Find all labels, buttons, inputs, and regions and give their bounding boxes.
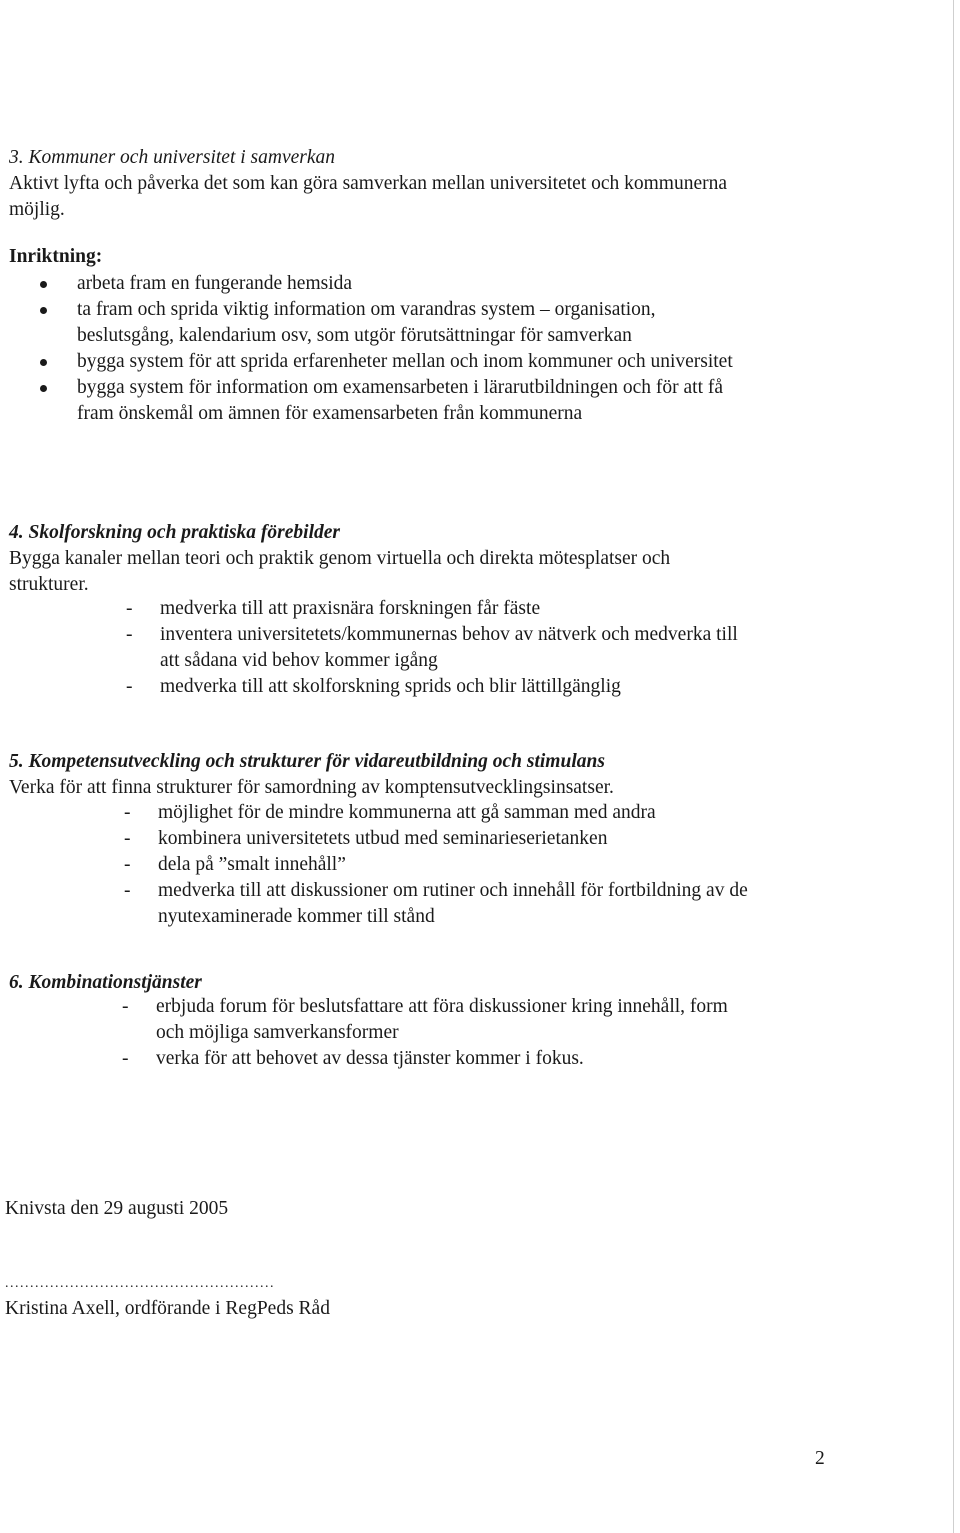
section-3-intro-line-1: Aktivt lyfta och påverka det som kan göra samverkan mellan universitetet och kommunerna [9,173,728,194]
dash-item [124,800,748,826]
dash-icon: - [124,854,131,875]
bullet-text: ta fram och sprida viktig information om varandras system – organisation, [77,299,656,320]
dash-icon: - [124,828,131,849]
dash-item [124,826,748,852]
dash-item-text: medverka till att diskussioner om rutiner och innehåll för fortbildning av de [158,880,748,901]
section-3-number: 3. [9,147,24,168]
dash-item-text-continuation: och möjliga samverkansformer [156,1022,399,1043]
dash-item [122,1046,728,1072]
section-4-heading [9,520,340,546]
bullet-item [77,375,733,427]
dash-item [126,674,738,700]
dash-item-text: verka för att behovet av dessa tjänster kommer i fokus. [156,1048,584,1069]
section-3-focus-label: Inriktning: [9,246,103,267]
page-edge-line [953,0,954,1533]
section-3-title: Kommuner och universitet i samverkan [28,147,336,168]
bullet-text: arbeta fram en fungerande hemsida [77,273,353,294]
bullet-icon [40,385,47,392]
bullet-text-continuation: fram önskemål om ämnen för examensarbeten från kommunerna [77,403,583,424]
section-3-intro-line-2: möjlig. [9,199,65,220]
dash-item [126,596,738,622]
section-5-number: 5. [9,751,24,772]
bullet-icon [40,307,47,314]
dash-item-text: medverka till att praxisnära forskningen får fäste [160,598,541,619]
bullet-icon [40,359,47,366]
bullet-text: bygga system för att sprida erfarenheter mellan och inom kommuner och universitet [77,351,733,372]
bullet-item [77,297,733,349]
bullet-item [77,349,733,375]
dash-icon: - [124,880,131,901]
section-6-dash-list [122,994,728,1072]
dash-icon: - [122,996,129,1017]
section-6-heading [9,970,202,996]
signature-line: ...................................................... [5,1276,275,1291]
section-5-heading [9,749,605,775]
section-4-title: Skolforskning och praktiska förebilder [28,522,340,543]
dash-icon: - [126,598,133,619]
dash-item-text-continuation: nyutexaminerade kommer till stånd [158,906,435,927]
dash-item-text: kombinera universitetets utbud med seminarieserietanken [158,828,608,849]
bullet-text-continuation: beslutsgång, kalendarium osv, som utgör förutsättningar för samverkan [77,325,632,346]
page-number: 2 [815,1448,825,1469]
section-6-number: 6. [9,972,24,993]
place-and-date: Knivsta den 29 augusti 2005 [5,1198,229,1219]
dash-icon: - [126,624,133,645]
section-4-intro-line-1: Bygga kanaler mellan teori och praktik genom virtuella och direkta mötesplatser och [9,548,671,569]
dash-item [124,852,748,878]
dash-item [124,878,748,930]
dash-icon: - [122,1048,129,1069]
signatory-name: Kristina Axell, ordförande i RegPeds Råd [5,1298,330,1319]
section-4-dash-list [126,596,738,700]
section-4-number: 4. [9,522,24,543]
bullet-text: bygga system för information om examensarbeten i lärarutbildningen och för att få [77,377,724,398]
section-3-bullet-list [77,271,733,427]
dash-item-text: medverka till att skolforskning sprids och blir lättillgänglig [160,676,621,697]
dash-item-text: inventera universitetets/kommunernas behov av nätverk och medverka till [160,624,738,645]
section-5-dash-list [124,800,748,930]
section-5-title: Kompetensutveckling och strukturer för vidareutbildning och stimulans [28,751,605,772]
dash-item [122,994,728,1046]
dash-icon: - [124,802,131,823]
dash-item [126,622,738,674]
bullet-item [77,271,733,297]
section-3-heading [9,145,335,171]
section-4-intro-line-2: strukturer. [9,574,89,595]
section-5-intro-line-1: Verka för att finna strukturer för samordning av komptensutvecklingsinsatser. [9,777,614,798]
dash-item-text: dela på ”smalt innehåll” [158,854,346,875]
dash-item-text: möjlighet för de mindre kommunerna att gå samman med andra [158,802,656,823]
section-6-title: Kombinationstjänster [28,972,202,993]
dash-icon: - [126,676,133,697]
dash-item-text: erbjuda forum för beslutsfattare att föra diskussioner kring innehåll, form [156,996,728,1017]
dash-item-text-continuation: att sådana vid behov kommer igång [160,650,438,671]
bullet-icon [40,281,47,288]
